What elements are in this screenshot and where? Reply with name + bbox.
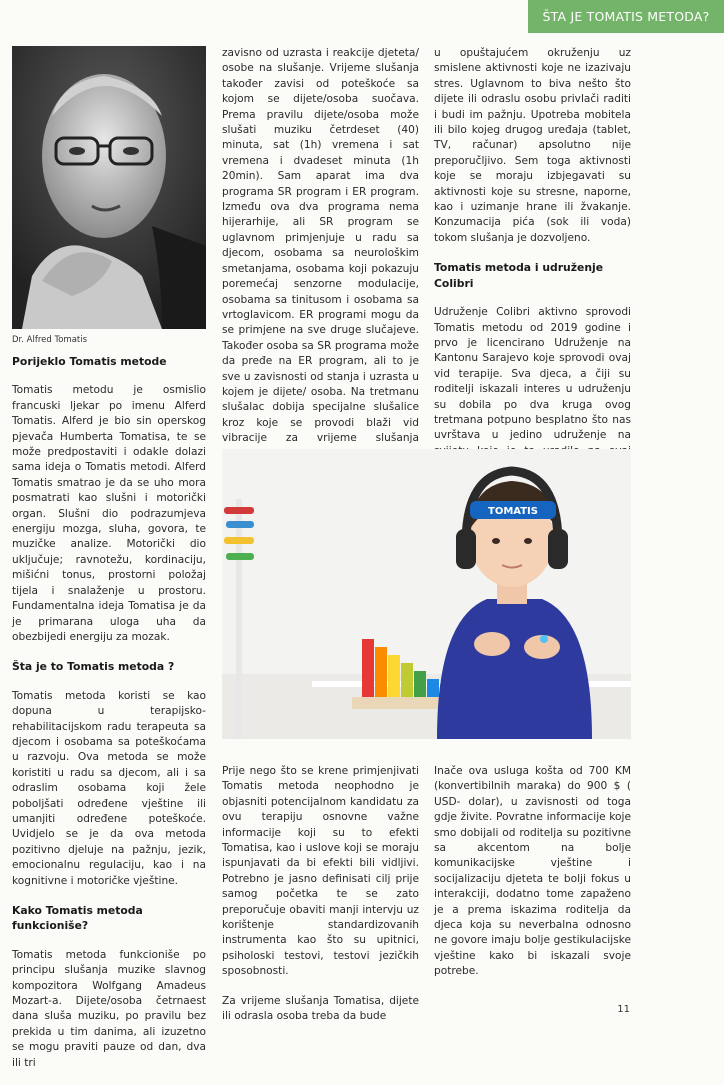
column-3-top (434, 46, 631, 489)
child-headphones-photo (222, 449, 631, 739)
column-3-bottom (434, 764, 631, 994)
column-2-top (222, 46, 419, 476)
paragraph-cost: Inače ova usluga košta od 700 KM (konvertibilnih maraka) do 900 $ ( USD- dolar), u zavisnosti od toga gdje živite. Povratne informacije koje smo dobijali od roditelja su pozitivne sa akcentom na bolje komunikacijske vještine i socijalizaciju djeteta te bolji fokus u interakciji, dodatno tome zapaženo je a prema iskazima roditelja da djeca koja su neverbalna odnosno ne govore imaju bolje gestikulacijske vještine kako bi iskazali svoje potrebe. (434, 765, 631, 978)
paragraph-origin: Tomatis metodu je osmislio francuski ljekar po imenu Alferd Tomatis. Alferd je bio sin operskog pjevača Humberta Tomatisa, te se može predpostaviti i odakle dolazi sama ideja o Tomatis metodi. Alferd Tomatis smatrao je da se uho mora posmatrati kao slušni i motorički organ. Slušni dio podrazumjeva energiju mozga, sluha, govora, te muzičke analize. Motorički dio uključuje; ravnotežu, kordinaciju, mišićni tonus, prostorni položaj tijela i snalaženje u prostoru. Fundamentalna ideja Tomatisa je da je primarana uloga uha da obezbijedi energiju za mozak. (12, 384, 206, 643)
column-1 (12, 354, 206, 1085)
portrait-caption: Dr. Alfred Tomatis (12, 335, 88, 345)
paragraph-before-start: Prije nego što se krene primjenjivati Tomatis metoda neophodno je objasniti potencijalnom kandidatu za ovu terapiju osnovne važne informacije koji su to efekti Tomatisa, kao i uslove koji se moraju ispunjavati da bi efekti bili vidljivi. Potrebno je jasno definisati cilj prije samog početka te se zato preporučuje obaviti manji intervju uz korištenje standardizovanih instrumenta kao što su upitnici, psiholoski testovi, testovi jezičkih sposobnosti. (222, 765, 419, 978)
paragraph-programs: zavisno od uzrasta i reakcije djeteta/ osobe na slušanje. Vrijeme slušanja također zavisi od poteškoće sa kojom se dijete/osoba suočava. Prema pravilu dijete/osoba može slušati muziku četrdeset (40) minuta, sat (1h) vremena i sat vremena i dvadeset minuta (1h 20min). Sam aparat ima dva programa SR program i ER program. Između ova dva programa nema hijerarhije, ali SR program se uglavnom primjenjuje u radu sa djecom, osobama sa neurološkim smetanjama, osobama koji pokazuju poremećaj senzorne modulacije, osobama sa tinitusom i osobama sa vrtoglavicom. ER programi mogu da se primjene na sve druge slučajeve. Također osoba sa SR programa može da pređe na ER program, ali to je sve u zavisnosti od stanja i uzrasta u kojem je dijete/ osoba. Na tretmanu slušalac dobija specijalne slušalice kroz koje se provodi blaži vid vibracije za vrijeme slušanja (222, 47, 419, 445)
heading-colibri: Tomatis metoda i udruženje Colibri (434, 261, 604, 290)
paragraph-environment: u opuštajućem okruženju uz smislene aktivnosti koje ne izazivaju stres. Uglavnom to biva nešto što dijete ili odraslu osobu privlači raditi i budi im pažnju. Upotreba mobitela ili bilo kojeg drugog uređaja (tablet, TV, računar) apsolutno nije preporučljivo. Sem toga aktivnosti koje se moraju izbjegavati su aktivnosti koje su stresne, naporne, kao i uzimanje hrane ili žvakanje. Konzumacija pića (sok ili voda) tokom slušanja je dozvoljeno. (434, 47, 631, 244)
paragraph-what-is: Tomatis metoda koristi se kao dopuna u terapijsko- rehabilitacijskom radu terapeuta sa djecom i osobama sa poteškoćama u razvoju. Ova metoda se može koristiti u radu sa djecom, ali i sa odraslim osobama koji žele poboljšati određene vještine ili umanjiti određene poteškoće. Uvidjelo se je da ova metoda pozitivno djeluje na pažnju, jezik, emocionalnu regulaciju, kao i na kognitivne i motoričke vještine. (12, 689, 206, 887)
headband-logo: TOMATIS (488, 506, 538, 517)
section-banner: ŠTA JE TOMATIS METODA? (528, 0, 724, 33)
heading-how-it-works: Kako Tomatis metoda funkcioniše? (12, 904, 143, 933)
portrait-photo (12, 46, 206, 329)
paragraph-how-it-works: Tomatis metoda funkcioniše po principu slušanja muzike slavnog kompozitora Wolfgang Amadeus Mozart-a. Dijete/osoba četrnaest dana sluša muziku, po pravilu bez prekida u tim danima, ali izuzetno se mogu praviti pauze od dan, dva ili tri (12, 948, 206, 1069)
column-2-bottom (222, 764, 419, 1039)
heading-what-is: Šta je to Tomatis metoda ? (12, 660, 175, 674)
page-number: 11 (617, 1004, 630, 1015)
heading-origin: Porijeklo Tomatis metode (12, 355, 167, 368)
paragraph-colibri: Udruženje Colibri aktivno sprovodi Tomatis metodu od 2019 godine i prvo je licencirano Udruženje na Kantonu Sarajevo koje sprovodi ovaj vid terapije. Sva djeca, a čiji su roditelji iskazali interes u udruženju su dobila po dva kruga ovog tretmana potpuno besplatno što nas uvrštava u jedino udruženje na (434, 306, 631, 442)
paragraph-during-listening: Za vrijeme slušanja Tomatisa, dijete ili odrasla osoba treba da bude (222, 994, 419, 1023)
